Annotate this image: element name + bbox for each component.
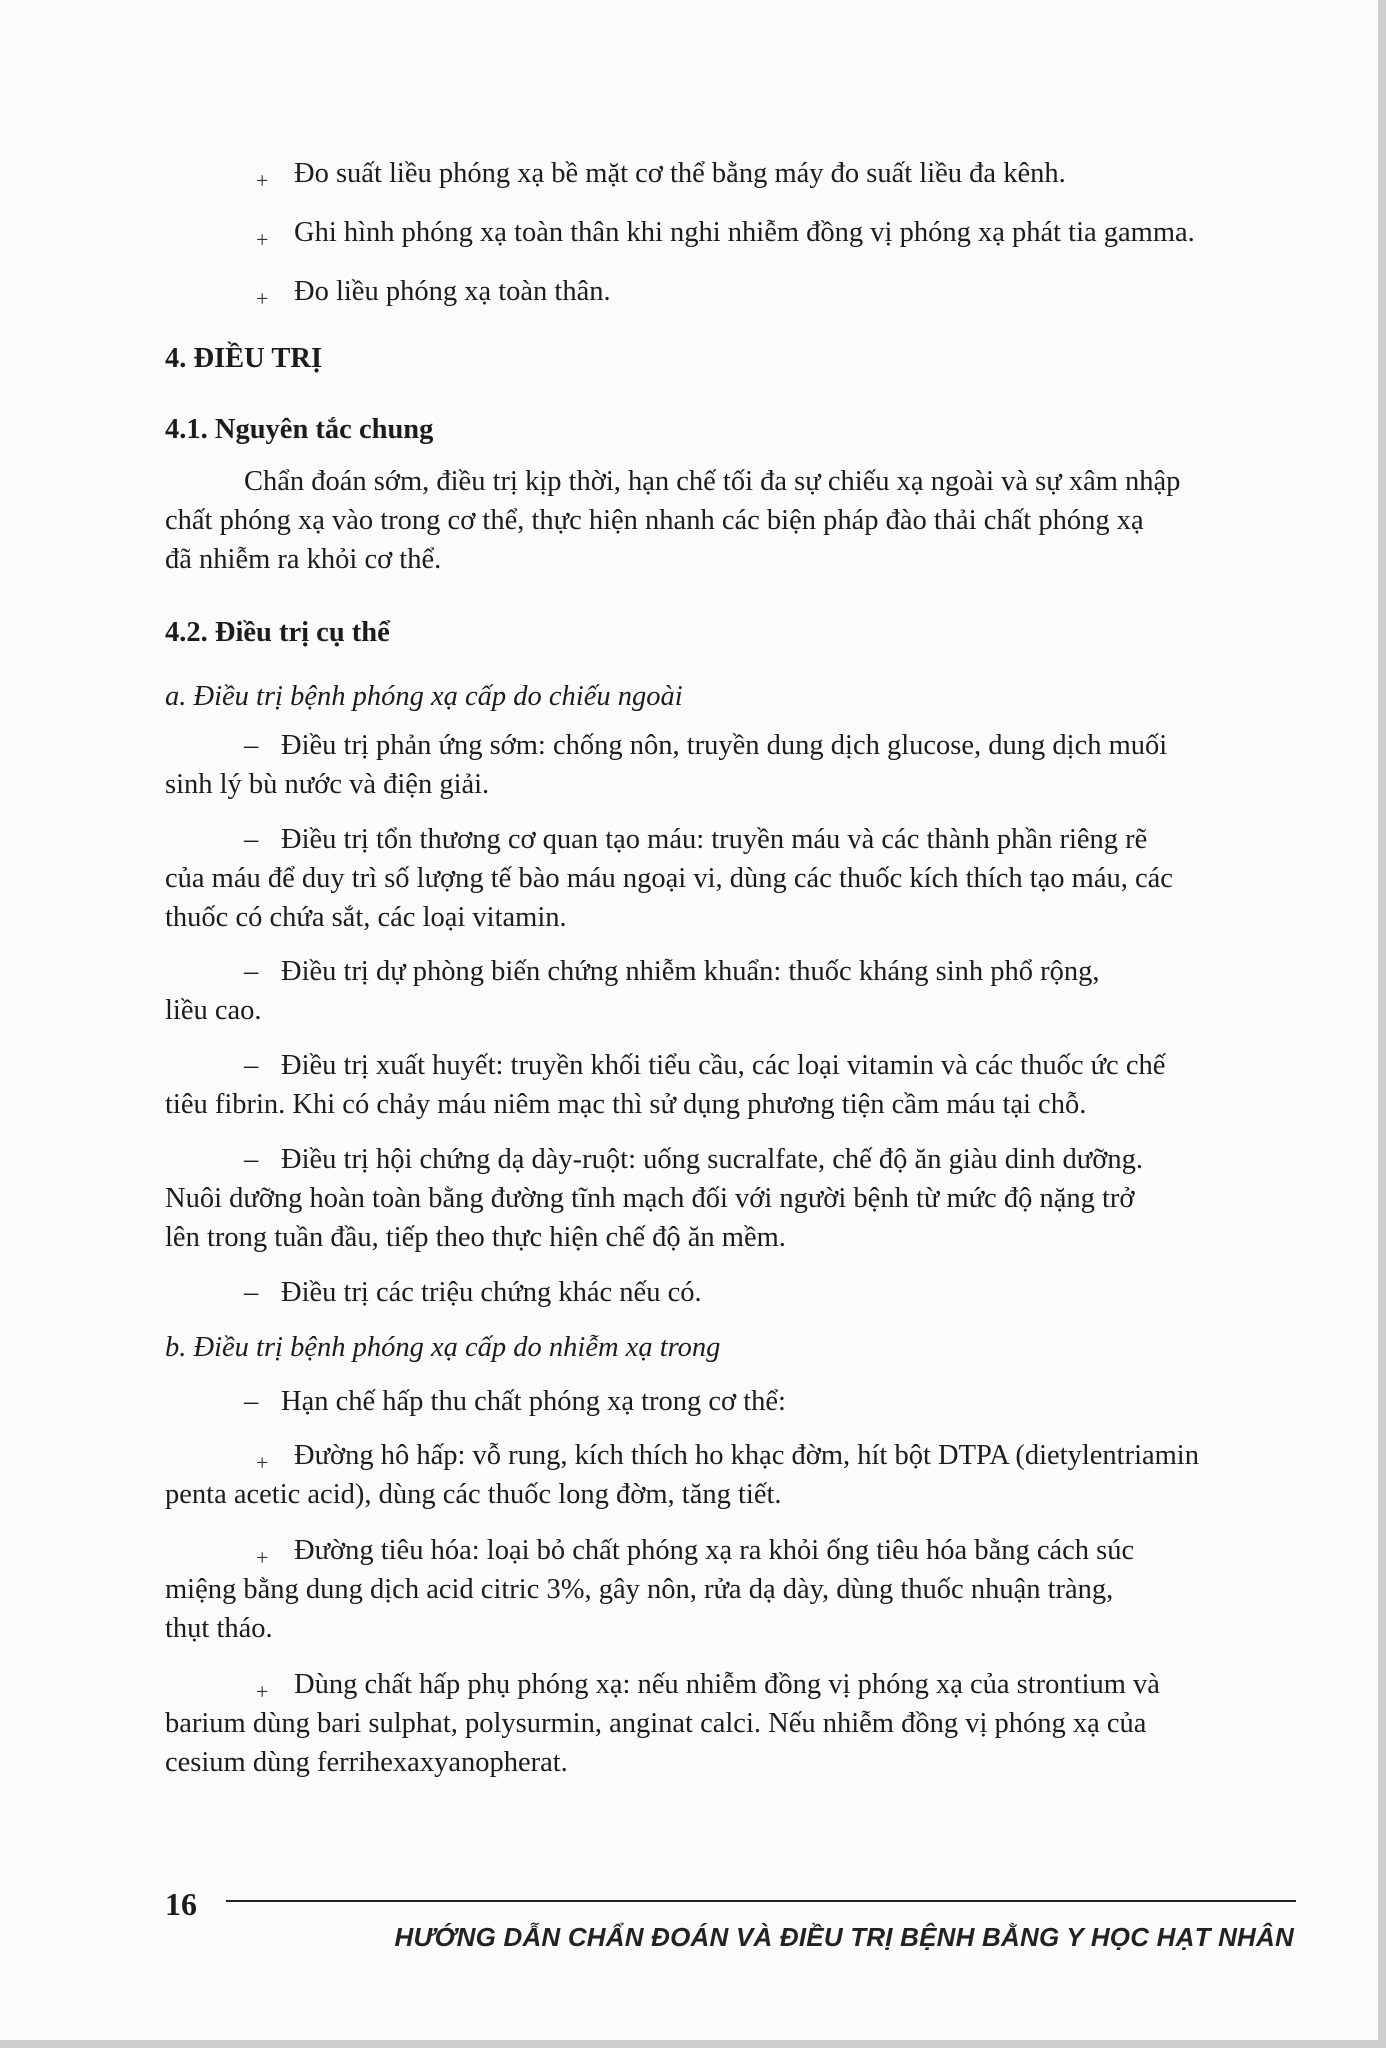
running-footer: HƯỚNG DẪN CHẨN ĐOÁN VÀ ĐIỀU TRỊ BỆNH BẰNG Y HỌC HẠT NHÂN bbox=[394, 1922, 1294, 1952]
list-line: Dùng chất hấp phụ phóng xạ: nếu nhiễm đồng vị phóng xạ của strontium và bbox=[294, 1669, 1160, 1700]
subsection-heading: 4.2. Điều trị cụ thể bbox=[165, 617, 390, 648]
bullet-plus: + bbox=[256, 1450, 269, 1475]
list-line: barium dùng bari sulphat, polysurmin, anginat calci. Nếu nhiễm đồng vị phóng xạ của bbox=[165, 1708, 1147, 1739]
bullet-text: Ghi hình phóng xạ toàn thân khi nghi nhiễm đồng vị phóng xạ phát tia gamma. bbox=[294, 217, 1195, 248]
subsection-heading: 4.1. Nguyên tắc chung bbox=[165, 414, 434, 445]
list-line: penta acetic acid), dùng các thuốc long đờm, tăng tiết. bbox=[165, 1479, 782, 1510]
dash-marker: – bbox=[244, 1144, 259, 1175]
list-line: liều cao. bbox=[165, 995, 262, 1026]
bullet-plus: + bbox=[256, 168, 269, 193]
list-line: Điều trị dự phòng biến chứng nhiễm khuẩn: thuốc kháng sinh phổ rộng, bbox=[281, 956, 1100, 987]
page-edge-right bbox=[1378, 0, 1386, 2048]
bullet-plus: + bbox=[256, 227, 269, 252]
sub-heading-b: b. Điều trị bệnh phóng xạ cấp do nhiễm xạ trong bbox=[165, 1332, 721, 1363]
paragraph-line: đã nhiễm ra khỏi cơ thể. bbox=[165, 544, 442, 575]
footer-rule bbox=[226, 1900, 1296, 1902]
list-line: Đường hô hấp: vỗ rung, kích thích ho khạc đờm, hít bột DTPA (dietylentriamin bbox=[294, 1440, 1199, 1471]
dash-marker: – bbox=[244, 956, 259, 987]
list-line: Hạn chế hấp thu chất phóng xạ trong cơ thể: bbox=[281, 1386, 786, 1417]
page-edge-bottom bbox=[0, 2040, 1386, 2048]
dash-marker: – bbox=[244, 730, 259, 761]
list-line: Điều trị hội chứng dạ dày-ruột: uống sucralfate, chế độ ăn giàu dinh dưỡng. bbox=[281, 1144, 1143, 1175]
list-line: miệng bằng dung dịch acid citric 3%, gây nôn, rửa dạ dày, dùng thuốc nhuận tràng, bbox=[165, 1574, 1114, 1605]
list-line: Nuôi dưỡng hoàn toàn bằng đường tĩnh mạch đối với người bệnh từ mức độ nặng trở bbox=[165, 1183, 1135, 1214]
dash-marker: – bbox=[244, 1277, 259, 1308]
bullet-text: Đo liều phóng xạ toàn thân. bbox=[294, 276, 611, 307]
dash-marker: – bbox=[244, 1050, 259, 1081]
list-line: Điều trị tổn thương cơ quan tạo máu: truyền máu và các thành phần riêng rẽ bbox=[281, 824, 1148, 855]
list-line: Đường tiêu hóa: loại bỏ chất phóng xạ ra khỏi ống tiêu hóa bằng cách súc bbox=[294, 1535, 1135, 1566]
list-line: Điều trị xuất huyết: truyền khối tiểu cầu, các loại vitamin và các thuốc ức chế bbox=[281, 1050, 1166, 1081]
paragraph-line: chất phóng xạ vào trong cơ thể, thực hiện nhanh các biện pháp đào thải chất phóng xạ bbox=[165, 505, 1144, 536]
section-heading: 4. ĐIỀU TRỊ bbox=[165, 343, 323, 374]
list-line: sinh lý bù nước và điện giải. bbox=[165, 769, 490, 800]
bullet-plus: + bbox=[256, 286, 269, 311]
list-line: tiêu fibrin. Khi có chảy máu niêm mạc thì sử dụng phương tiện cầm máu tại chỗ. bbox=[165, 1089, 1087, 1120]
list-line: lên trong tuần đầu, tiếp theo thực hiện chế độ ăn mềm. bbox=[165, 1222, 786, 1253]
bullet-text: Đo suất liều phóng xạ bề mặt cơ thể bằng máy đo suất liều đa kênh. bbox=[294, 158, 1066, 189]
list-line: Điều trị các triệu chứng khác nếu có. bbox=[281, 1277, 702, 1308]
list-line: thụt tháo. bbox=[165, 1613, 273, 1644]
dash-marker: – bbox=[244, 824, 259, 855]
bullet-plus: + bbox=[256, 1545, 269, 1570]
dash-marker: – bbox=[244, 1386, 259, 1417]
list-line: cesium dùng ferrihexaxyanopherat. bbox=[165, 1747, 568, 1778]
bullet-plus: + bbox=[256, 1679, 269, 1704]
list-line: thuốc có chứa sắt, các loại vitamin. bbox=[165, 902, 567, 933]
sub-heading-a: a. Điều trị bệnh phóng xạ cấp do chiếu ngoài bbox=[165, 681, 683, 712]
paragraph-line: Chẩn đoán sớm, điều trị kịp thời, hạn chế tối đa sự chiếu xạ ngoài và sự xâm nhập bbox=[244, 466, 1181, 497]
list-line: của máu để duy trì số lượng tế bào máu ngoại vi, dùng các thuốc kích thích tạo máu, các bbox=[165, 863, 1173, 894]
list-line: Điều trị phản ứng sớm: chống nôn, truyền dung dịch glucose, dung dịch muối bbox=[281, 730, 1168, 761]
page-number: 16 bbox=[165, 1886, 197, 1922]
